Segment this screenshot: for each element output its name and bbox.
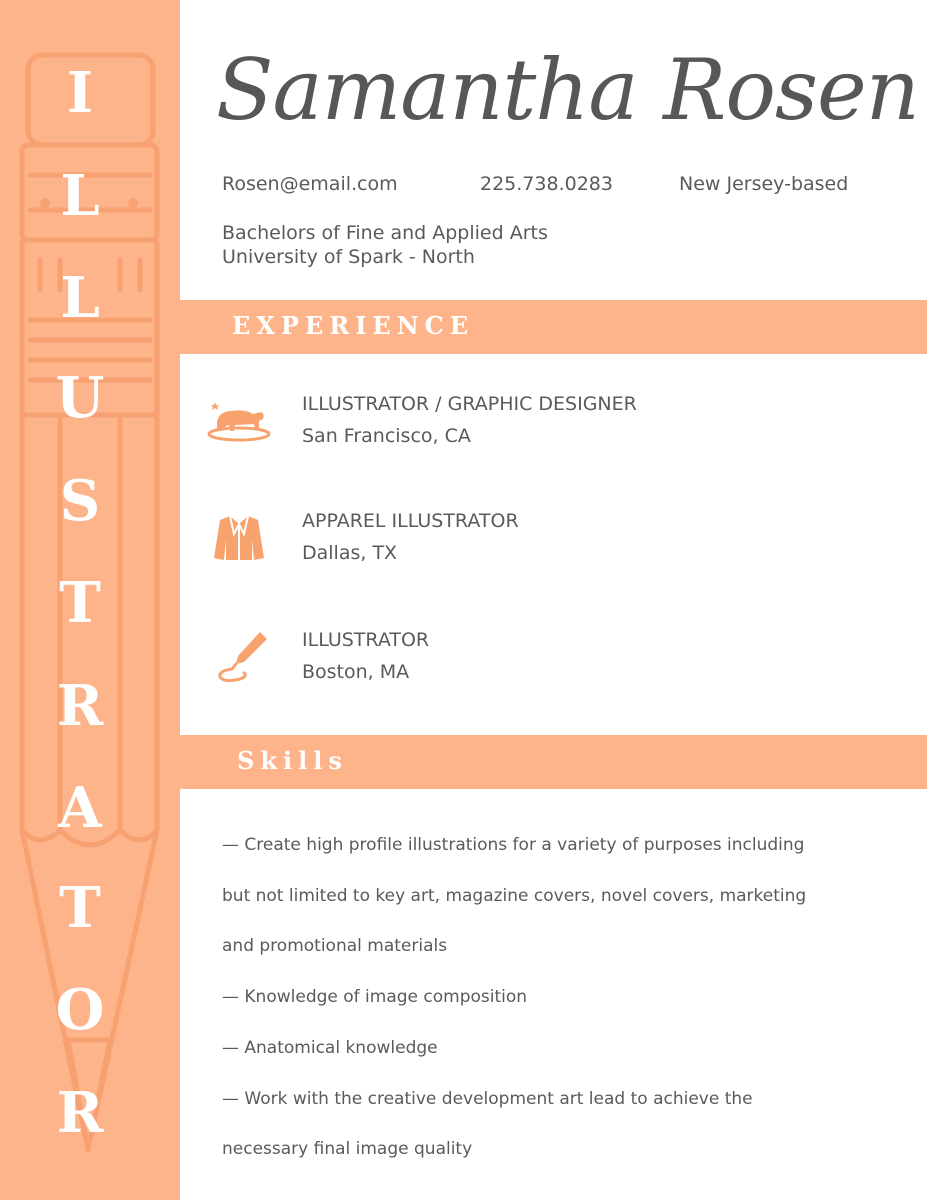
- experience-band: [180, 300, 927, 354]
- skill-line: and promotional materials: [222, 936, 448, 957]
- job-entry: [302, 388, 637, 452]
- vertical-title: [0, 0, 160, 1200]
- jacket-icon: [212, 514, 266, 562]
- email-text: Rosen@email.com: [222, 173, 398, 195]
- bear-icon: [205, 398, 273, 444]
- skill-line: — Knowledge of image composition: [222, 987, 528, 1008]
- job-title: ILLUSTRATOR: [302, 629, 430, 651]
- skill-line: necessary final image quality: [222, 1139, 473, 1160]
- job-location: Dallas, TX: [302, 542, 398, 564]
- skills-band: [180, 735, 927, 789]
- experience-heading: EXPERIENCE: [232, 311, 475, 340]
- skill-line: — Anatomical knowledge: [222, 1037, 438, 1058]
- sidebar-letter: I: [66, 60, 94, 126]
- sidebar: [0, 0, 180, 1200]
- candidate-name: Samantha Rosen: [216, 41, 919, 139]
- job-title: APPAREL ILLUSTRATOR: [302, 510, 519, 532]
- sidebar-letter: A: [58, 775, 102, 841]
- location-text: New Jersey-based: [679, 173, 849, 195]
- education: [222, 221, 548, 269]
- job-entry: [302, 624, 429, 688]
- pen-icon: [214, 629, 270, 685]
- sidebar-letter: R: [56, 673, 104, 739]
- skill-line: — Create high profile illustrations for a variety of purposes including: [222, 835, 805, 855]
- sidebar-letter: L: [60, 163, 100, 229]
- job-location: San Francisco, CA: [302, 425, 471, 447]
- skills-list: [222, 820, 882, 1175]
- sidebar-letter: U: [55, 365, 105, 431]
- skill-line: — Work with the creative development art lead to achieve the: [222, 1088, 753, 1109]
- degree-text: Bachelors of Fine and Applied Arts: [222, 222, 548, 244]
- sidebar-letter: O: [55, 977, 105, 1043]
- job-title: ILLUSTRATOR / GRAPHIC DESIGNER: [302, 393, 637, 415]
- job-entry: [302, 505, 519, 569]
- sidebar-letter: R: [56, 1080, 104, 1146]
- skill-line: but not limited to key art, magazine covers, novel covers, marketing: [222, 885, 807, 906]
- job-location: Boston, MA: [302, 661, 410, 683]
- sidebar-letter: L: [60, 265, 100, 331]
- sidebar-letter: T: [59, 875, 101, 941]
- sidebar-letter: T: [59, 570, 101, 636]
- school-text: University of Spark - North: [222, 246, 475, 268]
- skills-heading: Skills: [237, 746, 348, 775]
- sidebar-letter: S: [59, 468, 101, 534]
- phone-text: 225.738.0283: [480, 173, 613, 195]
